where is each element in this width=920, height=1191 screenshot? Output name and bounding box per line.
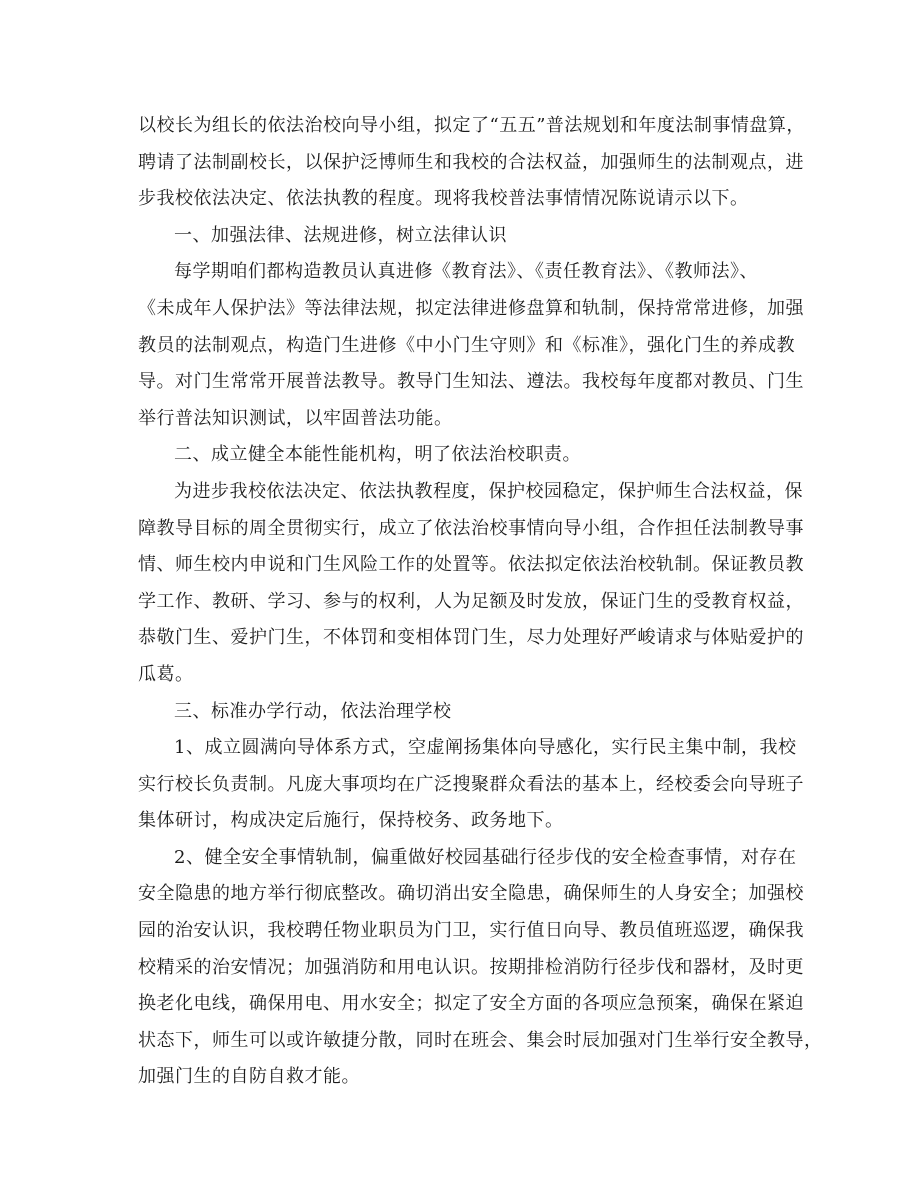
text-line: 举行普法知识测试，以牢固普法功能。	[138, 407, 453, 429]
text-line: 障教导目标的周全贯彻实行，成立了依法治校事情向导小组，合作担任法制教导事	[138, 517, 804, 539]
section-heading: 二、成立健全本能性能机构，明了依法治校职责。	[174, 444, 581, 466]
text-line: 安全隐患的地方举行彻底整改。确切消出安全隐患，确保师生的人身安全；加强校	[138, 883, 804, 905]
text-line: 步我校依法决定、依法执教的程度。现将我校普法事情情况陈说请示以下。	[138, 188, 749, 210]
text-line: 教员的法制观点，构造门生进修《中小门生守则》和《标准》，强化门生的养成教	[138, 334, 795, 356]
text-line: 情、师生校内申说和门生风险工作的处置等。依法拟定依法治校轨制。保证教员教	[138, 554, 804, 576]
text-line: 聘请了法制副校长，以保护泛博师生和我校的合法权益，加强师生的法制观点，进	[138, 151, 804, 173]
text-line: 学工作、教研、学习、参与的权利，人为足额及时发放，保证门生的受教育权益，	[138, 590, 804, 612]
text-line: 校精采的治安情况；加强消防和用电认识。按期排检消防行径步伐和器材，及时更	[138, 956, 804, 978]
text-line: 为进步我校依法决定、依法执教程度，保护校园稳定，保护师生合法权益，保	[174, 480, 803, 502]
text-line: 换老化电线，确保用电、用水安全；拟定了安全方面的各项应急预案，确保在紧迫	[138, 993, 804, 1015]
text-line: 园的治安认识，我校聘任物业职员为门卫，实行值日向导、教员值班巡逻，确保我	[138, 920, 804, 942]
text-line: 集体研讨，构成决定后施行，保持校务、政务地下。	[138, 810, 564, 832]
text-line: 以校长为组长的依法治校向导小组，拟定了“五五”普法规划和年度法制事情盘算，	[138, 115, 805, 136]
text-line: 《未成年人保护法》等法律法规，拟定法律进修盘算和轨制，保持常常进修，加强	[138, 297, 804, 319]
section-heading: 三、标准办学行动，依法治理学校	[174, 700, 452, 722]
document-body	[138, 108, 823, 1096]
section-heading: 一、加强法律、法规进修，树立法律认识	[174, 224, 507, 246]
text-line: 2、健全安全事情轨制，偏重做好校园基础行径步伐的安全检查事情，对存在	[174, 846, 797, 868]
text-line: 瓜葛。	[138, 663, 194, 685]
text-line: 1、成立圆满向导体系方式，空虚阐扬集体向导感化，实行民主集中制，我校	[174, 737, 797, 759]
text-line: 状态下，师生可以或许敏捷分散，同时在班会、集会时辰加强对门生举行安全教导，	[138, 1029, 823, 1051]
text-line: 实行校长负责制。凡庞大事项均在广泛搜聚群众看法的基本上，经校委会向导班子	[138, 773, 804, 795]
text-line: 恭敬门生、爱护门生，不体罚和变相体罚门生，尽力处理好严峻请求与体贴爱护的	[138, 627, 804, 649]
text-line: 每学期咱们都构造教员认真进修《教育法》、《责任教育法》、《教师法》、	[174, 261, 758, 283]
text-line: 加强门生的自防自救才能。	[138, 1066, 360, 1088]
text-line: 导。对门生常常开展普法教导。教导门生知法、遵法。我校每年度都对教员、门生	[138, 371, 804, 393]
